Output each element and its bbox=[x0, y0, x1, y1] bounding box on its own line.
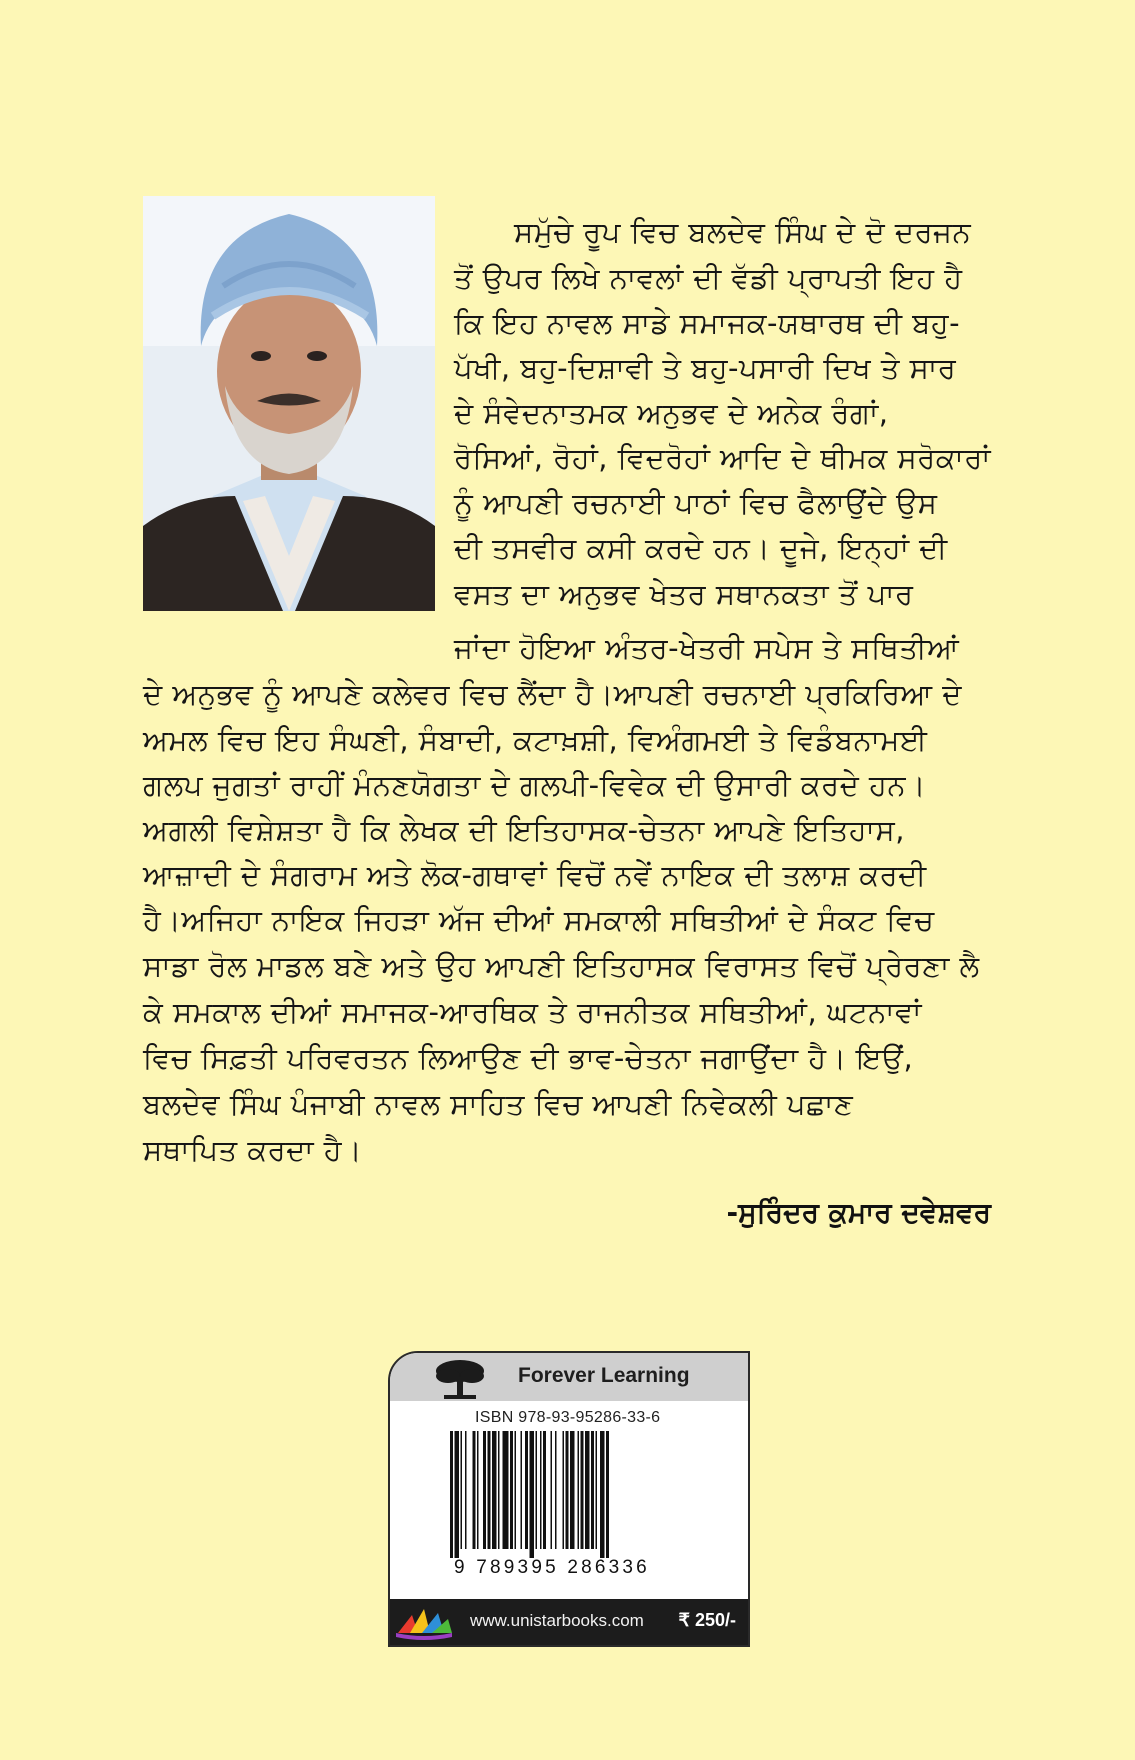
barcode-bar bbox=[477, 1431, 479, 1549]
barcode-bar bbox=[525, 1431, 528, 1549]
blurb-line: ਨੂੰ ਆਪਣੀ ਰਚਨਾਈ ਪਾਠਾਂ ਵਿਚ ਫੈਲਾਉਂਦੇ ਉਸ bbox=[454, 486, 938, 520]
blurb-line: ਸਥਾਪਿਤ ਕਰਦਾ ਹੈ। bbox=[143, 1133, 363, 1167]
barcode-bar bbox=[570, 1431, 575, 1549]
publisher-footer bbox=[390, 1599, 748, 1645]
barcode-box bbox=[388, 1351, 750, 1647]
barcode-bar bbox=[503, 1431, 509, 1549]
barcode-bar bbox=[465, 1431, 467, 1549]
barcode-bar bbox=[563, 1431, 565, 1549]
barcode-bar bbox=[455, 1431, 460, 1558]
publisher-strip bbox=[390, 1353, 748, 1401]
barcode-bar bbox=[596, 1431, 598, 1549]
byline: -ਸੁਰਿੰਦਰ ਕੁਮਾਰ ਦਵੇਸ਼ਵਰ bbox=[726, 1196, 991, 1229]
barcode-bar bbox=[450, 1431, 453, 1558]
barcode-bars bbox=[450, 1431, 684, 1558]
blurb-line: ਵਸਤ ਦਾ ਅਨੁਭਵ ਖੇਤਰ ਸਥਾਨਕਤਾ ਤੋਂ ਪਾਰ bbox=[454, 577, 914, 611]
barcode-digits: 9 789395 286336 bbox=[454, 1557, 650, 1578]
blurb-line: ਦੇ ਅਨੁਭਵ ਨੂੰ ਆਪਣੇ ਕਲੇਵਰ ਵਿਚ ਲੈਂਦਾ ਹੈ।ਆਪਣੀ ਰਚਨਾਈ ਪ੍ਰਕਿਰਿਆ ਦੇ bbox=[143, 677, 962, 711]
isbn-text: ISBN 978-93-95286-33-6 bbox=[475, 1409, 661, 1426]
barcode-bar bbox=[578, 1431, 580, 1549]
blurb-line: ਤੋਂ ਉਪਰ ਲਿਖੇ ਨਾਵਲਾਂ ਦੀ ਵੱਡੀ ਪ੍ਰਾਪਤੀ ਇਹ ਹੈ bbox=[454, 261, 963, 295]
barcode-bar bbox=[540, 1431, 542, 1549]
blurb-line: ਅਮਲ ਵਿਚ ਇਹ ਸੰਘਣੀ, ਸੰਬਾਦੀ, ਕਟਾਖ਼ਸ਼ੀ, ਵਿਅੰਗਮਈ ਤੇ ਵਿਡੰਬਨਾਮਈ bbox=[143, 723, 928, 757]
blurb-line: ਜਾਂਦਾ ਹੋਇਆ ਅੰਤਰ-ਖੇਤਰੀ ਸਪੇਸ ਤੇ ਸਥਿਤੀਆਂ bbox=[454, 631, 960, 665]
blurb-line: ਬਲਦੇਵ ਸਿੰਘ ਪੰਜਾਬੀ ਨਾਵਲ ਸਾਹਿਤ ਵਿਚ ਆਪਣੀ ਨਿਵੇਕਲੀ ਪਛਾਣ bbox=[143, 1087, 854, 1121]
blurb-line: ਦੀ ਤਸਵੀਰ ਕਸੀ ਕਰਦੇ ਹਨ। ਦੂਜੇ, ਇਨ੍ਹਾਂ ਦੀ bbox=[454, 531, 948, 565]
blurb-line: ਗਲਪ ਜੁਗਤਾਂ ਰਾਹੀਂ ਮੰਨਣਯੋਗਤਾ ਦੇ ਗਲਪੀ-ਵਿਵੇਕ ਦੀ ਉਸਾਰੀ ਕਰਦੇ ਹਨ। bbox=[143, 768, 927, 802]
barcode-bar bbox=[555, 1431, 557, 1549]
barcode-bar bbox=[473, 1431, 476, 1549]
blurb-line: ਕਿ ਇਹ ਨਾਵਲ ਸਾਡੇ ਸਮਾਜਕ-ਯਥਾਰਥ ਦੀ ਬਹੁ- bbox=[454, 306, 961, 340]
blurb-line: ਦੇ ਸੰਵੇਦਨਾਤਮਕ ਅਨੁਭਵ ਦੇ ਅਨੇਕ ਰੰਗਾਂ, bbox=[454, 396, 889, 430]
blurb-line: ਹੈ।ਅਜਿਹਾ ਨਾਇਕ ਜਿਹੜਾ ਅੱਜ ਦੀਆਂ ਸਮਕਾਲੀ ਸਥਿਤੀਆਂ ਦੇ ਸੰਕਟ ਵਿਚ bbox=[143, 903, 935, 937]
barcode-bar bbox=[600, 1431, 605, 1558]
barcode-bar bbox=[566, 1431, 569, 1549]
barcode-bar bbox=[606, 1431, 609, 1558]
publisher-logo-icon bbox=[394, 1603, 454, 1641]
barcode-bar bbox=[488, 1431, 491, 1549]
barcode-bar bbox=[521, 1431, 523, 1549]
publisher-tagline: Forever Learning bbox=[518, 1364, 690, 1387]
blurb-line: ਸਾਡਾ ਰੋਲ ਮਾਡਲ ਬਣੇ ਅਤੇ ਉਹ ਆਪਣੀ ਇਤਿਹਾਸਕ ਵਿਰਾਸਤ ਵਿਚੋਂ ਪ੍ਰੇਰਣਾ ਲੈ bbox=[143, 949, 980, 983]
barcode-bar bbox=[492, 1431, 497, 1549]
blurb-line: ਸਮੁੱਚੇ ਰੂਪ ਵਿਚ ਬਲਦੇਵ ਸਿੰਘ ਦੇ ਦੋ ਦਰਜਨ bbox=[514, 215, 972, 249]
barcode-bar bbox=[581, 1431, 584, 1549]
publisher-website: www.unistarbooks.com bbox=[470, 1611, 644, 1630]
author-portrait-image bbox=[143, 196, 435, 611]
tree-icon bbox=[432, 1357, 488, 1401]
barcode-bar bbox=[585, 1431, 590, 1549]
blurb-line: ਅਗਲੀ ਵਿਸ਼ੇਸ਼ਤਾ ਹੈ ਕਿ ਲੇਖਕ ਦੀ ਇਤਿਹਾਸਕ-ਚੇਤਨਾ ਆਪਣੇ ਇਤਿਹਾਸ, bbox=[143, 813, 905, 847]
blurb-line: ਰੋਸਿਆਂ, ਰੋਹਾਂ, ਵਿਦਰੋਹਾਂ ਆਦਿ ਦੇ ਥੀਮਕ ਸਰੋਕਾਰਾਂ bbox=[454, 441, 992, 475]
barcode-bar bbox=[515, 1431, 517, 1549]
barcode-bar bbox=[543, 1431, 546, 1549]
blurb-line: ਪੱਖੀ, ਬਹੁ-ਦਿਸ਼ਾਵੀ ਤੇ ਬਹੁ-ਪਸਾਰੀ ਦਿਖ ਤੇ ਸਾਰ bbox=[454, 351, 957, 385]
barcode-bar bbox=[530, 1431, 535, 1558]
price-label: ₹ 250/- bbox=[678, 1610, 736, 1630]
barcode-bar bbox=[461, 1431, 463, 1549]
barcode-bar bbox=[536, 1431, 538, 1549]
blurb-line: ਕੇ ਸਮਕਾਲ ਦੀਆਂ ਸਮਾਜਕ-ਆਰਥਿਕ ਤੇ ਰਾਜਨੀਤਕ ਸਥਿਤੀਆਂ, ਘਟਨਾਵਾਂ bbox=[143, 995, 922, 1029]
author-photo bbox=[143, 196, 435, 611]
blurb-line: ਆਜ਼ਾਦੀ ਦੇ ਸੰਗਰਾਮ ਅਤੇ ਲੋਕ-ਗਥਾਵਾਂ ਵਿਚੋਂ ਨਵੇਂ ਨਾਇਕ ਦੀ ਤਲਾਸ਼ ਕਰਦੀ bbox=[143, 858, 927, 892]
barcode-bar bbox=[483, 1431, 486, 1549]
barcode-bar bbox=[498, 1431, 500, 1549]
barcode-bar bbox=[551, 1431, 553, 1549]
barcode-bar bbox=[510, 1431, 513, 1549]
blurb-line: ਵਿਚ ਸਿਫ਼ਤੀ ਪਰਿਵਰਤਨ ਲਿਆਉਣ ਦੀ ਭਾਵ-ਚੇਤਨਾ ਜਗਾਉਂਦਾ ਹੈ। ਇਉਂ, bbox=[143, 1041, 914, 1075]
barcode-bar bbox=[591, 1431, 594, 1549]
